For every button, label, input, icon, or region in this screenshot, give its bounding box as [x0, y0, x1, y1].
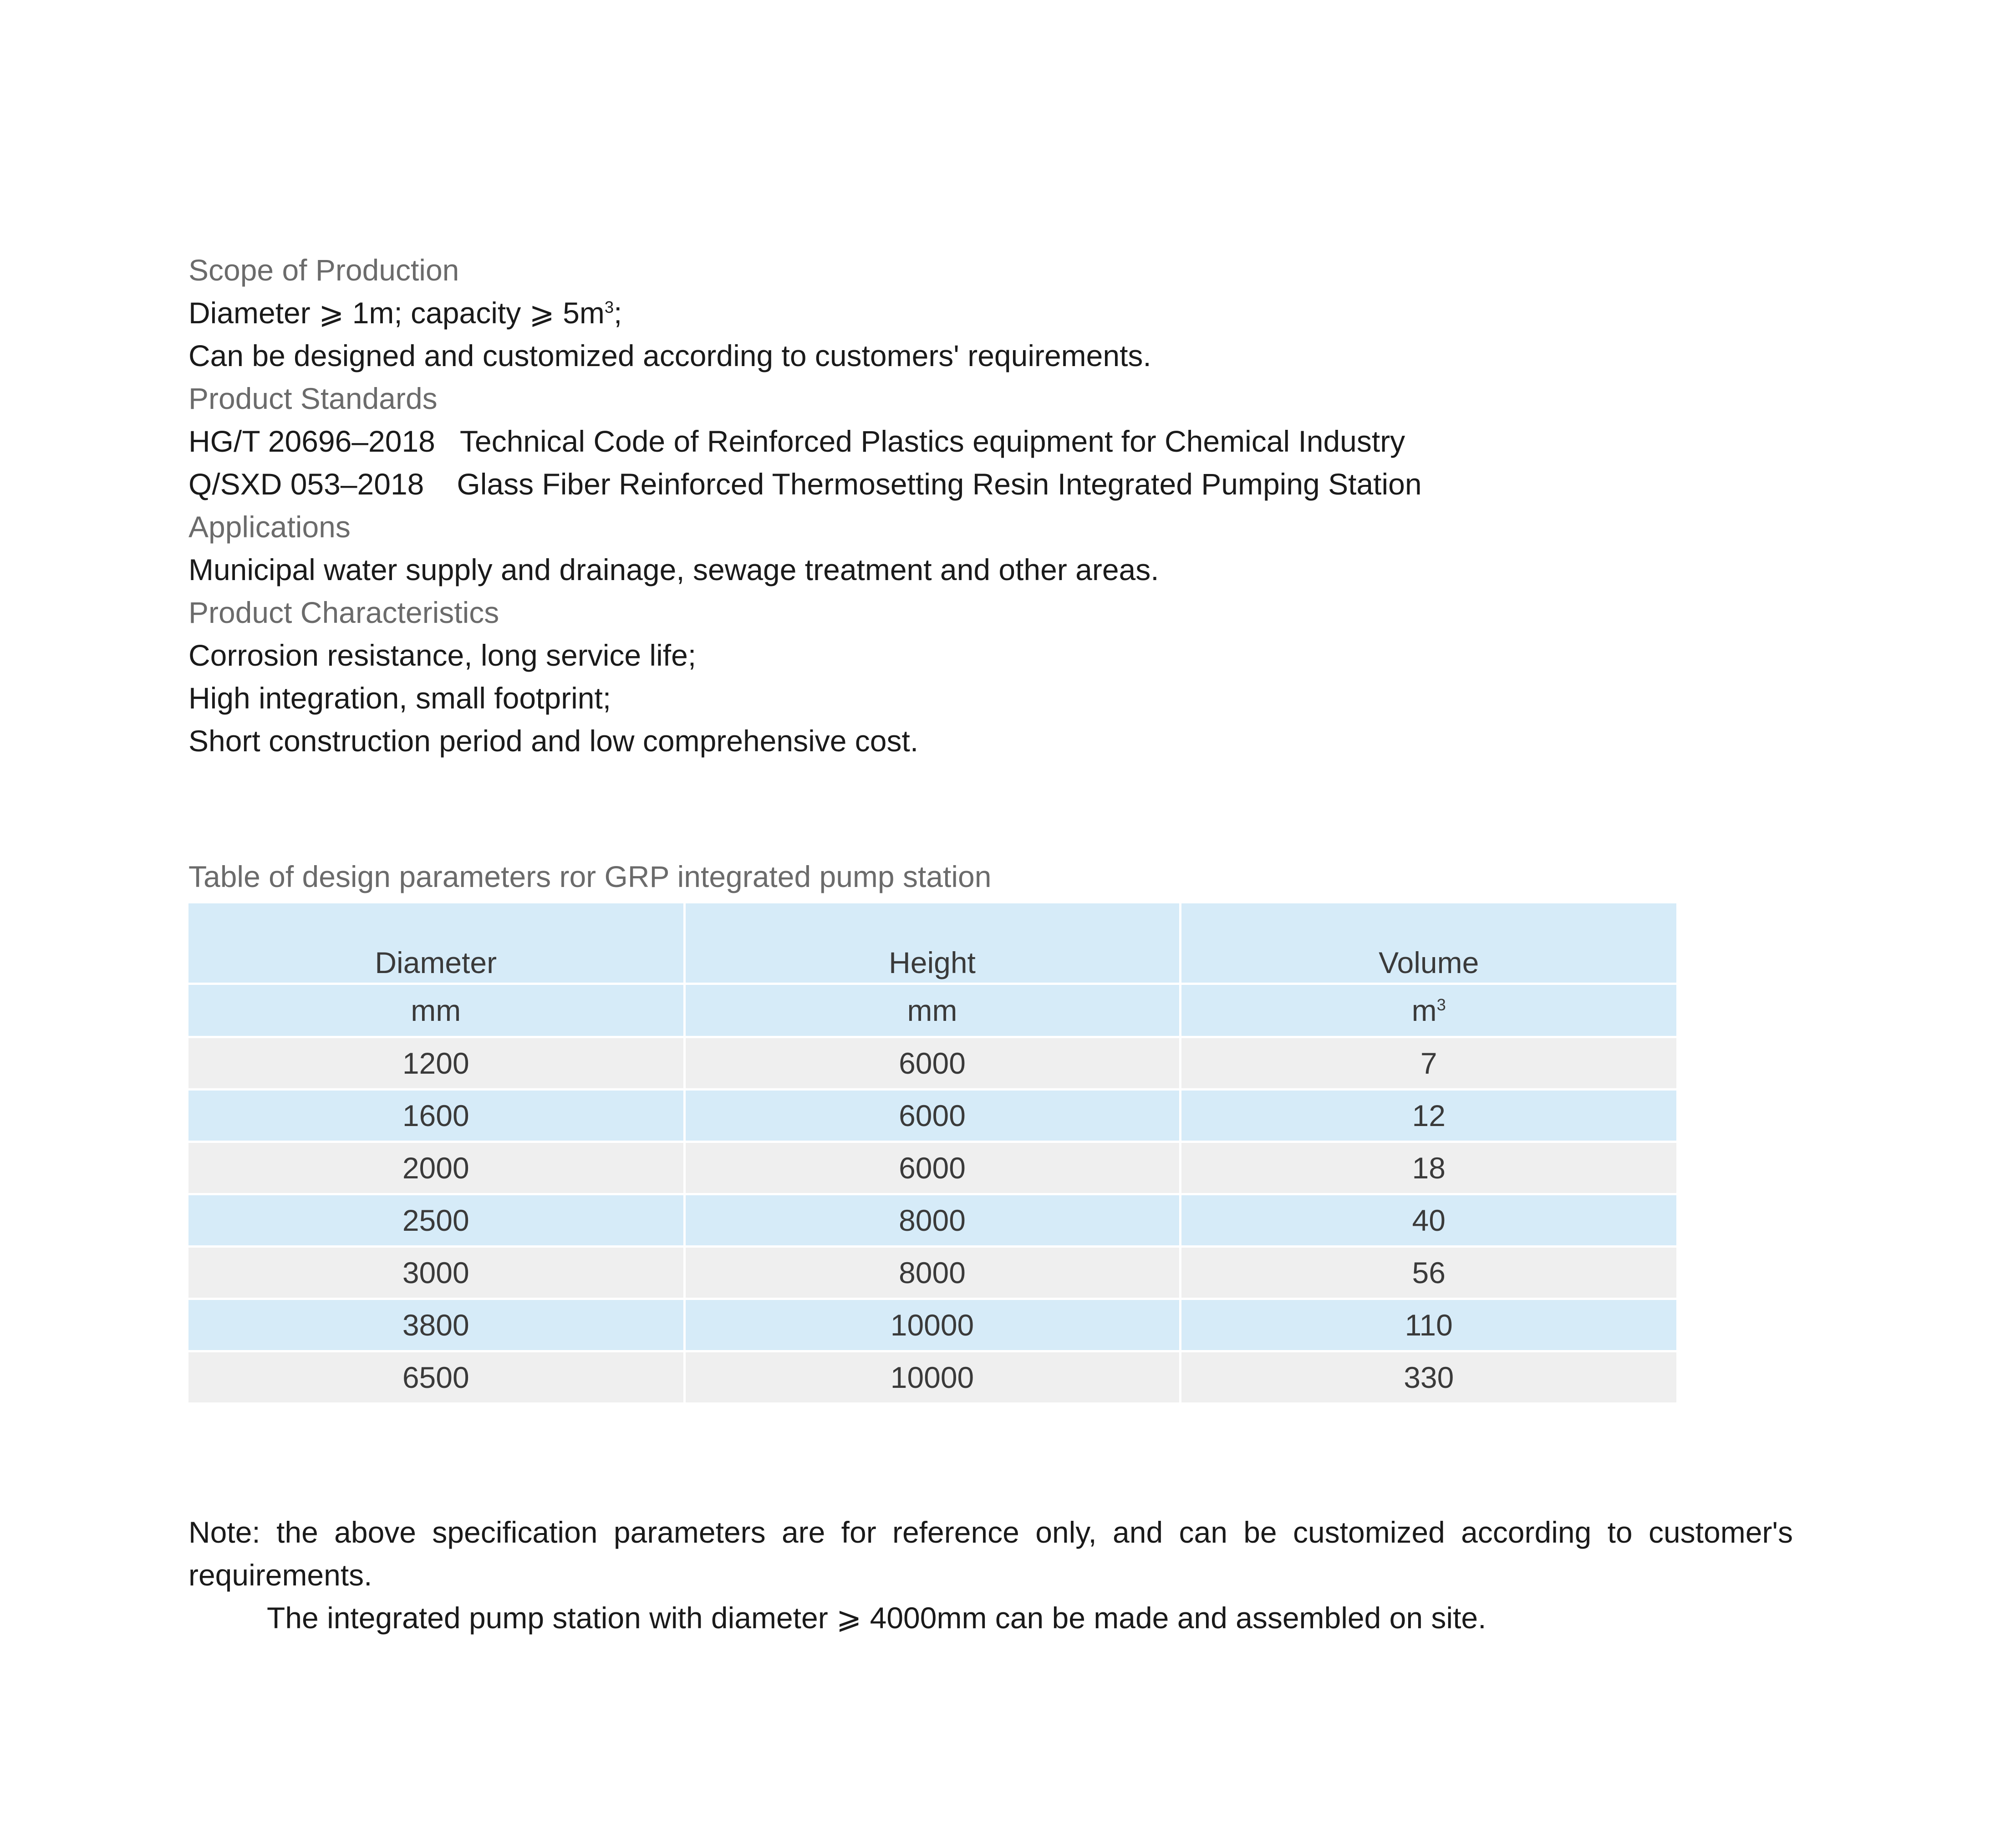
cell-volume: 12	[1180, 1090, 1676, 1142]
design-parameters-table	[188, 903, 1676, 1405]
table-row	[188, 1194, 1676, 1247]
scope-line-capacity	[188, 291, 622, 334]
standard-title: Glass Fiber Reinforced Thermosetting Resin Integrated Pumping Station	[457, 467, 1422, 501]
unit-diameter	[188, 984, 684, 1037]
standard-title: Technical Code of Reinforced Plastics equipment for Chemical Industry	[459, 424, 1405, 458]
cell-volume: 7	[1180, 1037, 1676, 1090]
table-row	[188, 1037, 1676, 1090]
cell-volume: 330	[1180, 1351, 1676, 1404]
cell-volume: 18	[1180, 1142, 1676, 1194]
applications-heading: Applications	[188, 510, 351, 544]
applications-text: Municipal water supply and drainage, sewage treatment and other areas.	[188, 553, 1159, 586]
column-header-height: Height	[684, 903, 1180, 984]
characteristics-heading: Product Characteristics	[188, 596, 499, 629]
cell-diameter: 1600	[188, 1090, 684, 1142]
cell-diameter: 2500	[188, 1194, 684, 1247]
cell-height: 8000	[684, 1247, 1180, 1299]
cell-diameter: 3000	[188, 1247, 684, 1299]
scope-line-custom: Can be designed and customized according to customers' requirements.	[188, 339, 1151, 372]
table-row	[188, 1142, 1676, 1194]
table-row	[188, 1090, 1676, 1142]
standard-code: Q/SXD 053–2018	[188, 467, 424, 501]
scope-capacity-suffix: ;	[614, 296, 622, 330]
table-unit-row	[188, 984, 1676, 1037]
cell-height: 10000	[684, 1299, 1180, 1351]
cell-diameter: 1200	[188, 1037, 684, 1090]
cell-height: 10000	[684, 1351, 1180, 1404]
standard-item	[188, 463, 1422, 505]
standards-heading: Product Standards	[188, 382, 438, 415]
standard-code: HG/T 20696–2018	[188, 424, 435, 458]
characteristic-item: Corrosion resistance, long service life;	[188, 638, 697, 672]
cell-diameter: 3800	[188, 1299, 684, 1351]
onsite-assembly-note: The integrated pump station with diameter ⩾ 4000mm can be made and assembled on site.	[267, 1601, 1487, 1635]
cell-height: 8000	[684, 1194, 1180, 1247]
scope-capacity-text: Diameter ⩾ 1m; capacity ⩾ 5m	[188, 296, 605, 330]
specification-note: Note: the above specification parameters are for reference only, and can be customized according to customer's requirements.	[188, 1515, 1793, 1592]
characteristic-item: Short construction period and low comprehensive cost.	[188, 724, 919, 758]
unit-height	[684, 984, 1180, 1037]
table-caption: Table of design parameters ror GRP integrated pump station	[188, 860, 992, 893]
cell-height: 6000	[684, 1142, 1180, 1194]
table-row	[188, 1299, 1676, 1351]
table-row	[188, 1247, 1676, 1299]
scope-heading: Scope of Production	[188, 253, 459, 287]
cell-height: 6000	[684, 1090, 1180, 1142]
standard-item	[188, 420, 1405, 463]
unit-superscript: 3	[1436, 995, 1446, 1014]
column-header-diameter: Diameter	[188, 903, 684, 984]
cell-volume: 56	[1180, 1247, 1676, 1299]
unit-text: m	[1411, 994, 1437, 1027]
cell-height: 6000	[684, 1037, 1180, 1090]
cell-diameter: 2000	[188, 1142, 684, 1194]
characteristic-item: High integration, small footprint;	[188, 681, 611, 715]
unit-text: mm	[907, 994, 957, 1027]
table-header-row	[188, 903, 1676, 984]
unit-text: mm	[411, 994, 461, 1027]
cell-volume: 110	[1180, 1299, 1676, 1351]
table-row	[188, 1351, 1676, 1404]
scope-capacity-superscript: 3	[604, 298, 614, 316]
unit-volume	[1180, 984, 1676, 1037]
cell-diameter: 6500	[188, 1351, 684, 1404]
column-header-volume: Volume	[1180, 903, 1676, 984]
cell-volume: 40	[1180, 1194, 1676, 1247]
